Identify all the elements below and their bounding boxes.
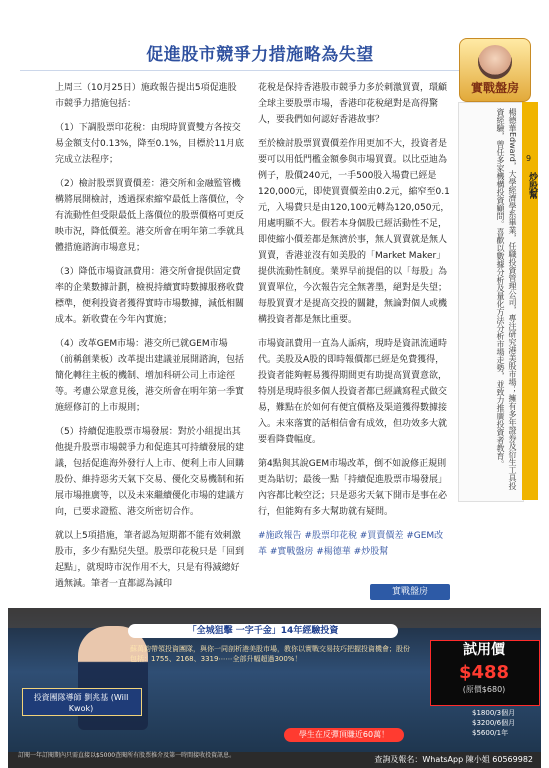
paragraph: 花稅是保持香港股市競爭力多於刺激買賣，環顧全球主要股票市場，香港印花稅絕對是高得驚人，要我們如何認好香港故事？ — [258, 83, 448, 125]
paragraph: 就以上5項措施，筆者認為短期都不能有效刺激股市，多少有點兒失望。股票印花稅只是「回到起點」，就現時市況作用不大，只是有得減總好過無減。筆者一直都認為減印 — [55, 531, 245, 589]
presenter-name: 投資團隊導師 劉兆基 (Will Kwok) — [33, 693, 129, 713]
author-bio: 楊德華Edward，大學經濟學系畢業，任職投資管理公司，專注研究港美股市場；擁有多年證券及衍生工具投資經驗，曾任多家機構投資顧問。喜歡以數據分析及量化方法分析市場走勢，並致力推廣投資者教育。 — [496, 108, 517, 490]
badge-title: 實戰盤房 — [470, 81, 519, 95]
paragraph: 第4點與其說GEM市場改革，倒不如說修正規則更為貼切；最後一點「持續促進股票市場發展」內容都比較空泛；只是惡劣天氣下開市是事在必行，但能夠有多大幫助就有疑問。 — [258, 459, 448, 517]
paragraph: 市場資訊費用一直為人詬病，現時是資訊流通時代。美股及A股的即時報價都已經是免費獲得，投資者能夠輕易獲得期間更有助提高買賣意欲，特別是現時很多個人投資者都已經識寫程式做交易，難點在於如何有便宜價格及渠道獲得數據接入。未來落實的話相信會有成效，但功效多大就要看降費幅度。 — [258, 339, 448, 445]
paragraph: 至於檢討股票買賣價差作用更加不大，投資者是要可以用低門檻金額參與市場買賣。以比亞迪為例子，股價240元，一手500股入場費已經是120,000元，即使買賣價差由0.2元，縮窄至0.1元，入場費只是由120,100元轉為120,050元，用處明顯不大。假若本身個股已經活動性不足，即使縮小價差都是無濟於事，無人買賣就是無人買賣，香港並沒有如美股的「Market Maker」提供流動性制度。業界早前提倡的以「每股」為買賣單位，今次報告完全無著墨，絕對是失望；每股買賣才是提高交投的關鍵，無論對個人或機構投資者都是無比重要。 — [258, 139, 450, 325]
subscription-options: $1800/3個月 $3200/6個月 $5600/1年 — [472, 709, 516, 737]
footer-note: 訂閱一年訂閱期內只需直接以$5000查閱所有股票推介及第一時間接收投資訊息。 — [18, 752, 236, 759]
price-title: 試用價 — [463, 642, 505, 658]
title-divider — [20, 70, 520, 71]
ad-footer — [8, 752, 541, 768]
price-value: $488 — [458, 662, 510, 683]
hashtags: #施政報告 #股票印花稅 #買賣價差 #GEM改革 #實戰盤房 #楊德華 #炒股幫 — [258, 531, 444, 557]
ad-copy: 蘇萬鈞帶領投資團隊，與你一同剖析港美股市場，教你以實戰交易技巧把握投資機會；股份包括：1755、2168、3319⋯⋯全部升幅超過300%！ — [130, 645, 410, 663]
price-original: (原價$680) — [462, 685, 506, 694]
paragraph: （4）改革GEM市場：港交所已就GEM市場（前稱創業板）改革提出建議並展開諮詢，包括簡化轉往主板的機制、增加科研公司上市途徑等。考慮公眾意見後，港交所會在明年第一季實施經修訂的上市規則； — [55, 339, 245, 413]
contact-info[interactable]: 查詢及報名：WhatsApp 陳小姐 60569982 — [374, 755, 533, 764]
author-avatar — [478, 45, 512, 79]
column-badge — [459, 38, 531, 102]
paragraph: （1）下調股票印花稅：由現時買賣雙方各按交易金額支付0.13%，降至0.1%，目標於11月底完成立法程序； — [55, 123, 244, 165]
paragraph: （3）降低市場資訊費用：港交所會提供固定費率的企業數據計劃，檢視持續實時數據服務收費標準，便利投資者獲得實時市場數據，減低相關成本。新收費在今年內實施； — [55, 267, 245, 325]
paragraph: （2）檢討股票買賣價差：港交所和金融監管機構將展開檢討，透過探索縮窄最低上落價位，令有流動性但受限最低上落價位的股票價格可更反映市況，降低價差。港交所會在明年第二季就具體措施諮詢市場意見； — [55, 179, 245, 253]
ad-slogan: 「全城狙擊 一字千金」14年經驗投資 — [128, 624, 398, 638]
section-label: 炒股幫 — [527, 172, 537, 199]
facebook-brand-link[interactable]: 實戰盤房 — [370, 584, 450, 600]
paragraph: （5）持續促進股票市場發展：對於小組提出其他提升股票市場競爭力和促進其可持續發展的建議，包括促進海外發行人上市、便利上市人回購股份、維持惡劣天氣下交易、優化交易機制和拓展市場推廣等，以及未來繼續優化市場的建議方向，已要求證監、港交所密切合作。 — [55, 427, 245, 517]
article-column-left — [55, 80, 245, 600]
article-column-mid — [258, 80, 450, 568]
ad-cta-button[interactable]: 學生在反彈頂賺近60萬！ — [284, 728, 404, 742]
paragraph: 上周三（10月25日）施政報告提出5項促進股市競爭力措施包括： — [55, 83, 237, 109]
page-number: 9 — [526, 154, 532, 163]
article-title: 促進股市競爭力措施略為失望 — [146, 45, 374, 65]
